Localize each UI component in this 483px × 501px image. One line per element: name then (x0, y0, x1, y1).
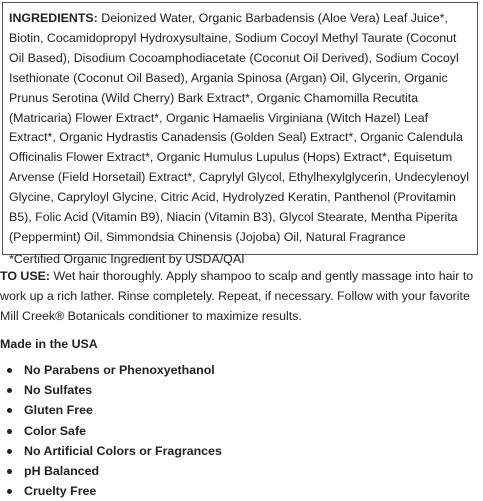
features-list (0, 360, 222, 501)
feature-label: No Parabens or Phenoxyethanol (24, 363, 215, 377)
usage-directions (0, 267, 480, 326)
ingredients-panel (2, 2, 478, 266)
bullet-icon (7, 489, 12, 494)
feature-label: No Artificial Colors or Fragrances (24, 443, 222, 458)
feature-label: Gluten Free (24, 403, 93, 418)
bullet-icon (7, 449, 12, 454)
feature-label: Cruelty Free (24, 484, 97, 499)
feature-label: No Sulfates (24, 383, 93, 398)
ingredients-list: Deionized Water, Organic Barbadensis (Aloe Vera) Leaf Juice*, Biotin, Cocamidopropyl Hydroxysultaine, Sodium Cocoyl Methyl Taurate (Coconut Oil Based), Disodium Cocoamphodiacetate (Coconut Oil Derived), Sodium Cocoyl Isethionate (Coconut Oil Based), Argania Spinosa (Argan) Oil, Glycerin, Organic Prunus Serotina (Wild Cherry) Bark Extract*, Organic Chamomilla Recutita (Matricaria) Flower Extract*, Organic Hamaelis Virginiana (Witch Hazel) Leaf Extract*, Organic Hydrastis Canadensis (Golden Seal) Extract*, Organic Calendula Officinalis Flower Extract*, Organic Humulus Lupulus (Hops) Extract*, Equisetum Arvense (Field Horsetail) Extract*, Caprylyl Glycol, Ethylhexylglycerin, Undecylenoyl Glycine, Capryloyl Glycine, Citric Acid, Hydrolyzed Keratin, Panthenol (Provitamin B5), Folic Acid (Vitamin B9), Niacin (Vitamin B3), Glycol Stearate, Mentha Piperita (Peppermint) Oil, Simmondsia Chinensis (Jojoba) Oil, Natural Fragrance (9, 11, 469, 244)
feature-item (0, 441, 222, 461)
ingredients-paragraph (9, 9, 473, 248)
to-use-label: TO USE: (0, 269, 51, 283)
feature-label: Color Safe (24, 423, 86, 438)
feature-item (0, 481, 222, 501)
bullet-icon (7, 408, 12, 413)
feature-item (0, 421, 222, 441)
bullet-icon (7, 429, 12, 434)
feature-item (0, 380, 222, 400)
bullet-icon (7, 388, 12, 393)
made-in-heading: Made in the USA (0, 337, 98, 351)
bullet-icon (7, 469, 12, 474)
ingredients-label: INGREDIENTS: (9, 11, 98, 25)
bullet-icon (7, 368, 12, 373)
feature-item (0, 461, 222, 481)
certified-organic-note: *Certified Organic Ingredient by USDA/QAI (9, 251, 245, 266)
to-use-text: Wet hair thoroughly. Apply shampoo to scalp and gently massage into hair to work up a rich lather. Rinse completely. Repeat, if necessary. Follow with your favorite Mill Creek® Botanicals conditioner to maximize results. (0, 269, 474, 323)
feature-label: pH Balanced (24, 463, 100, 478)
feature-item (0, 400, 222, 420)
feature-item (0, 360, 222, 380)
